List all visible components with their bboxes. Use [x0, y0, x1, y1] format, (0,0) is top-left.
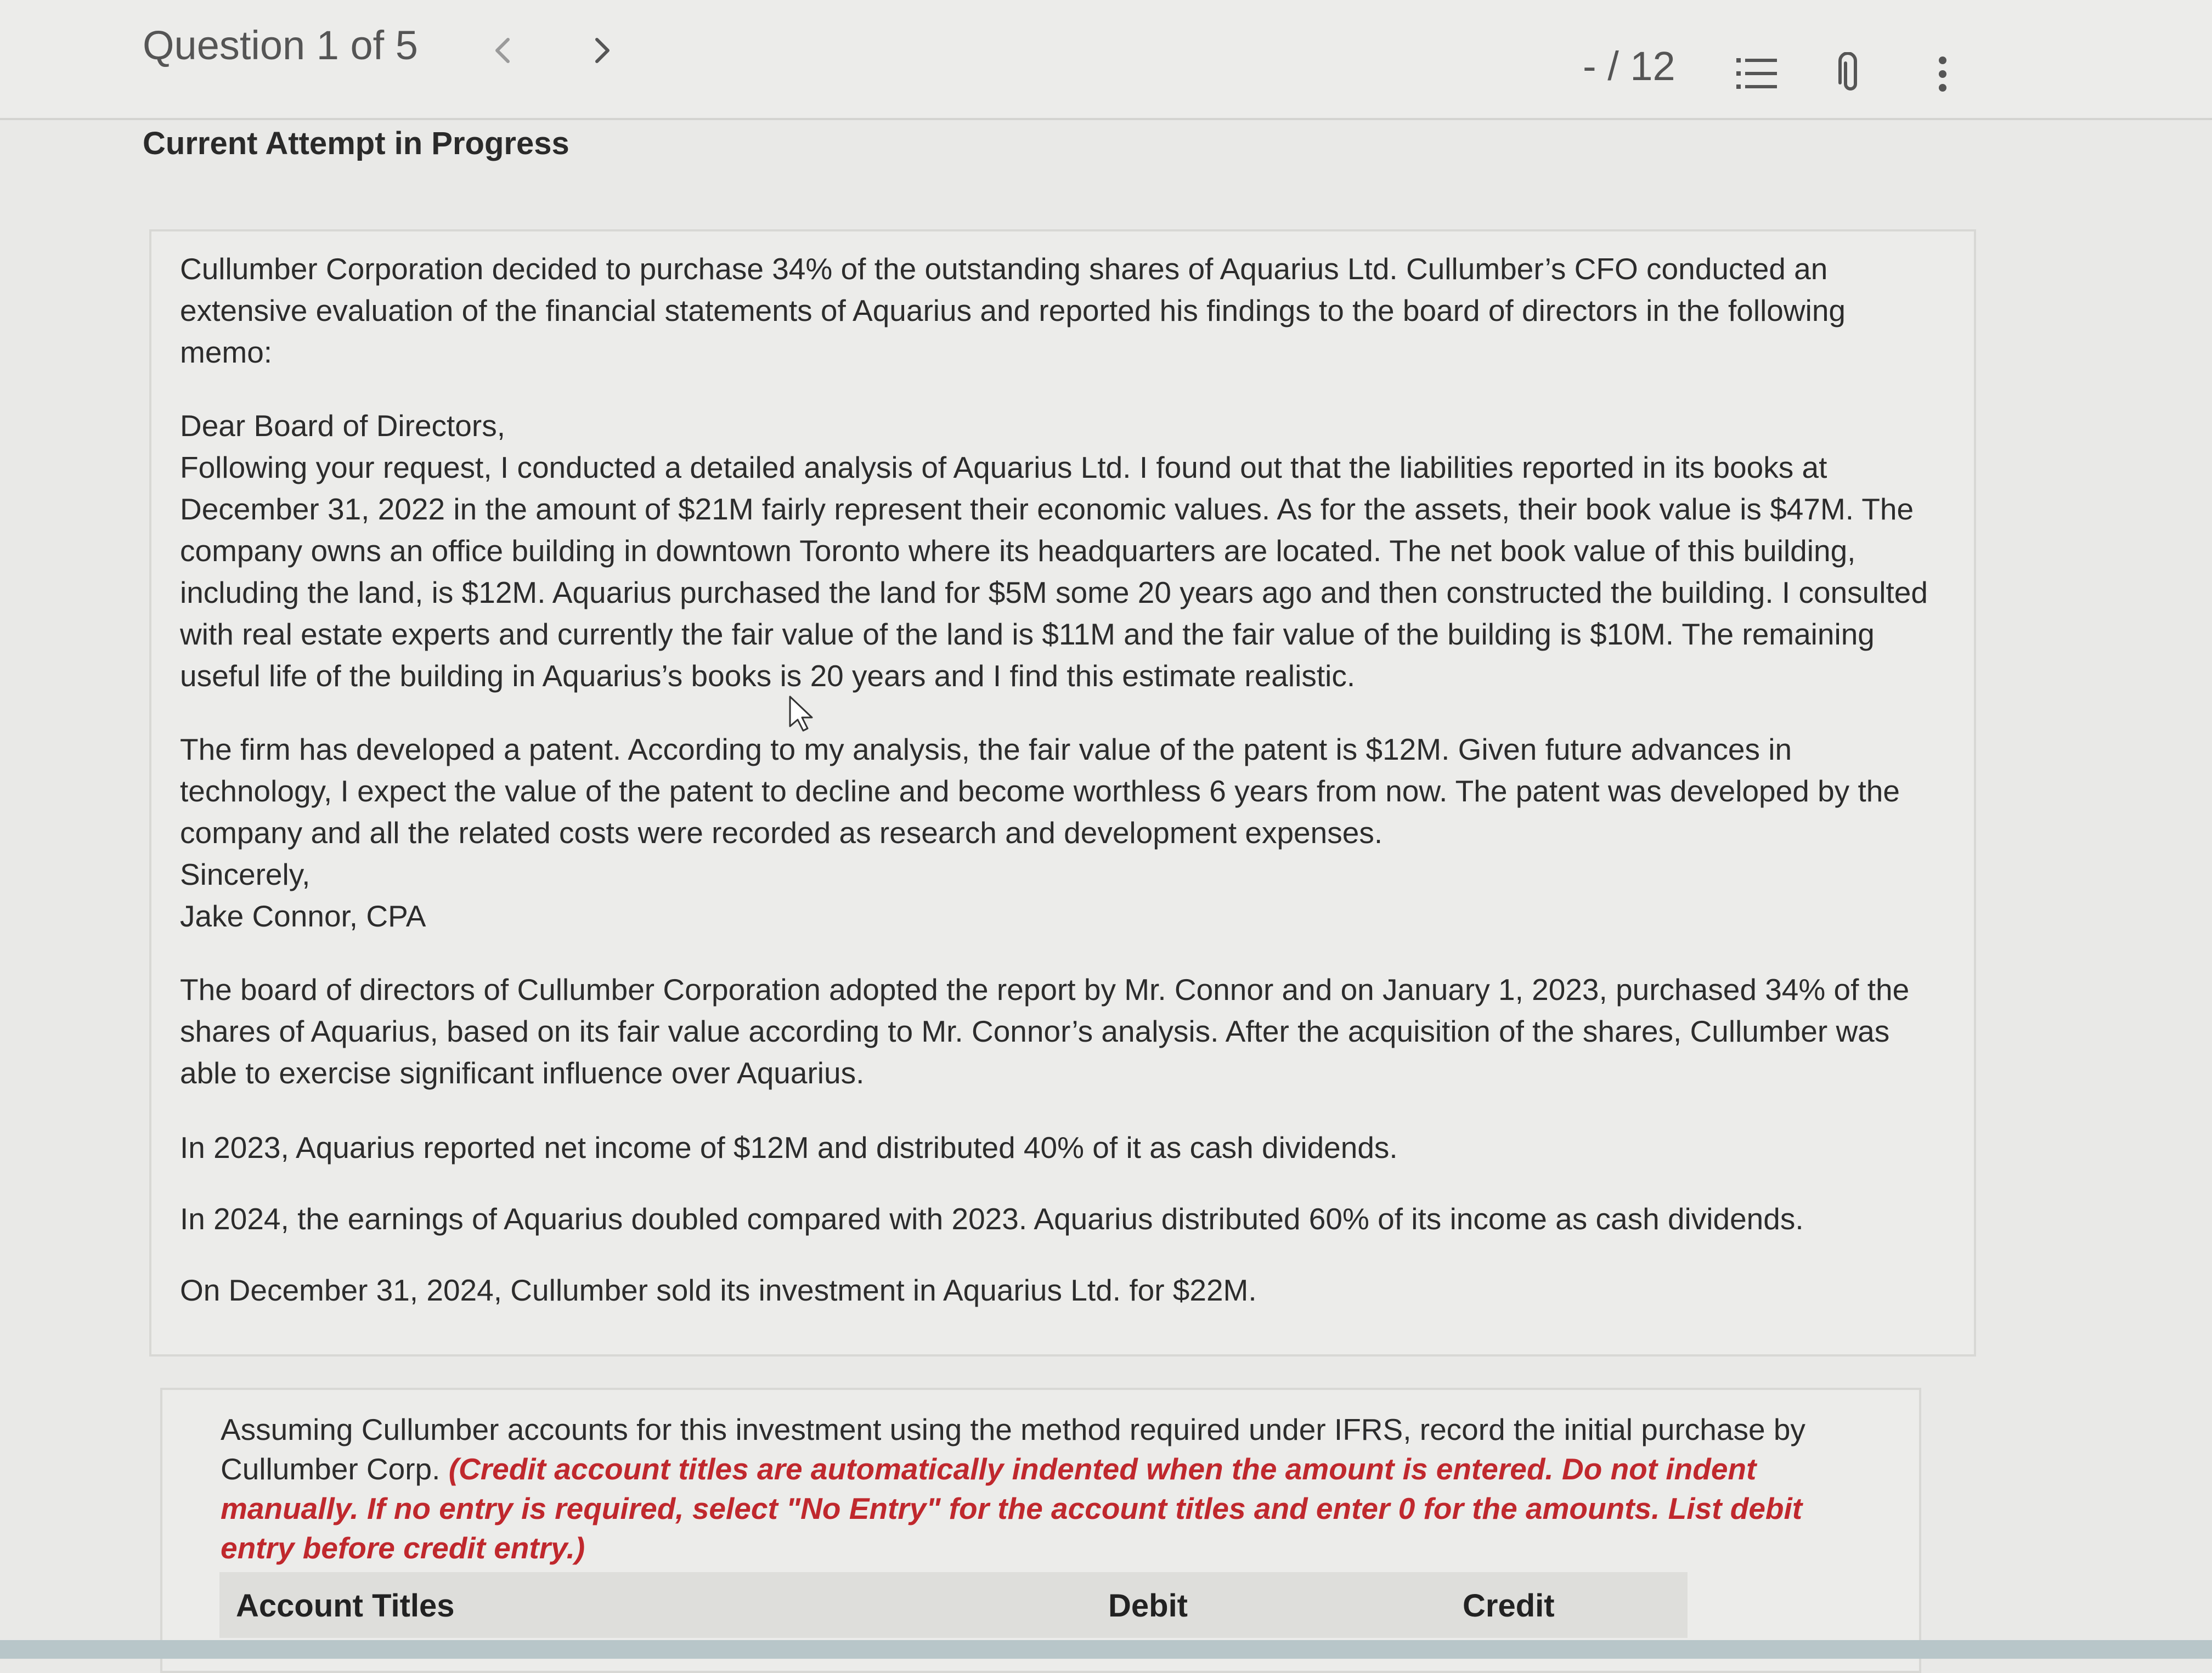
memo-paragraph-3: The board of directors of Cullumber Corporation adopted the report by Mr. Connor and on January 1, 2023, purchased 34% of the shares of Aquarius, based on its fair value according to Mr. Connor’s analysis. After the acquisition of the shares, Cullumber was able to exercise significant influence over Aquarius.: [180, 973, 1910, 1090]
journal-table-header: [219, 1572, 1688, 1638]
memo-closing: Sincerely,: [180, 857, 311, 891]
memo-paragraph-1: Following your request, I conducted a detailed analysis of Aquarius Ltd. I found out that the liabilities reported in its books at December 31, 2022 in the amount of $21M fairly represent their economic values. As for the assets, their book value is $47M. The company owns an office building in downtown Toronto where its headquarters are located. The net book value of this building, including the land, is $12M. Aquarius purchased the land for $5M some 20 years ago and then constructed the building. I consulted with real estate experts and currently the fair value of the land is $11M and the fair value of the building is $10M. The remaining useful life of the building in Aquarius’s books is 20 years and I find this estimate realistic.: [180, 450, 1928, 693]
question-text: [221, 1410, 1861, 1568]
question-instruction: Assuming Cullumber accounts for this investment using the method required under IFRS, record the initial purchase by Cullumber Corp.: [221, 1412, 1805, 1486]
question-counter: Question 1 of 5: [143, 22, 418, 68]
memo-paragraph-4: In 2023, Aquarius reported net income of $12M and distributed 40% of it as cash dividends.: [180, 1131, 1398, 1165]
question-note: (Credit account titles are automatically indented when the amount is entered. Do not indent manually. If no entry is required, select "No Entry" for the account titles and enter 0 for the amounts. List debit entry before credit entry.): [221, 1452, 1803, 1565]
previous-question-button[interactable]: [481, 29, 524, 72]
bottom-edge: [0, 1640, 2212, 1659]
attempt-status-heading: Current Attempt in Progress: [143, 126, 569, 161]
memo-intro: Cullumber Corporation decided to purchase 34% of the outstanding shares of Aquarius Ltd. Cullumber’s CFO conducted an extensive evaluation of the financial statements of Aquarius and reported his findings to the board of directors in the following memo:: [180, 252, 1846, 369]
problem-statement-panel: [149, 229, 1976, 1357]
memo-paragraph-2: The firm has developed a patent. According to my analysis, the fair value of the patent is $12M. Given future advances in technology, I expect the value of the patent to decline and become worthless 6 years from now. The patent was developed by the company and all the related costs were recorded as research and development expenses.: [180, 732, 1900, 850]
column-header-debit: Debit: [1108, 1588, 1188, 1624]
top-bar: [0, 0, 2212, 120]
more-options-button[interactable]: [1918, 49, 1967, 99]
chevron-right-icon: [591, 34, 613, 67]
paperclip-icon: [1837, 52, 1864, 96]
question-list-button[interactable]: [1733, 49, 1782, 99]
next-question-button[interactable]: [580, 29, 624, 72]
memo-paragraph-5: In 2024, the earnings of Aquarius doubled compared with 2023. Aquarius distributed 60% of its income as cash dividends.: [180, 1202, 1804, 1236]
more-vertical-icon: [1937, 55, 1948, 93]
attachment-button[interactable]: [1826, 49, 1875, 99]
memo-salutation: Dear Board of Directors,: [180, 409, 505, 443]
column-header-account-titles: Account Titles: [236, 1588, 455, 1624]
memo-signature: Jake Connor, CPA: [180, 899, 426, 933]
mouse-cursor-icon: [788, 694, 816, 733]
score-display: - / 12: [1583, 43, 1675, 89]
numbered-list-icon: [1735, 55, 1779, 93]
column-header-credit: Credit: [1463, 1588, 1555, 1624]
chevron-left-icon: [492, 34, 514, 67]
memo-paragraph-6: On December 31, 2024, Cullumber sold its investment in Aquarius Ltd. for $22M.: [180, 1273, 1257, 1307]
